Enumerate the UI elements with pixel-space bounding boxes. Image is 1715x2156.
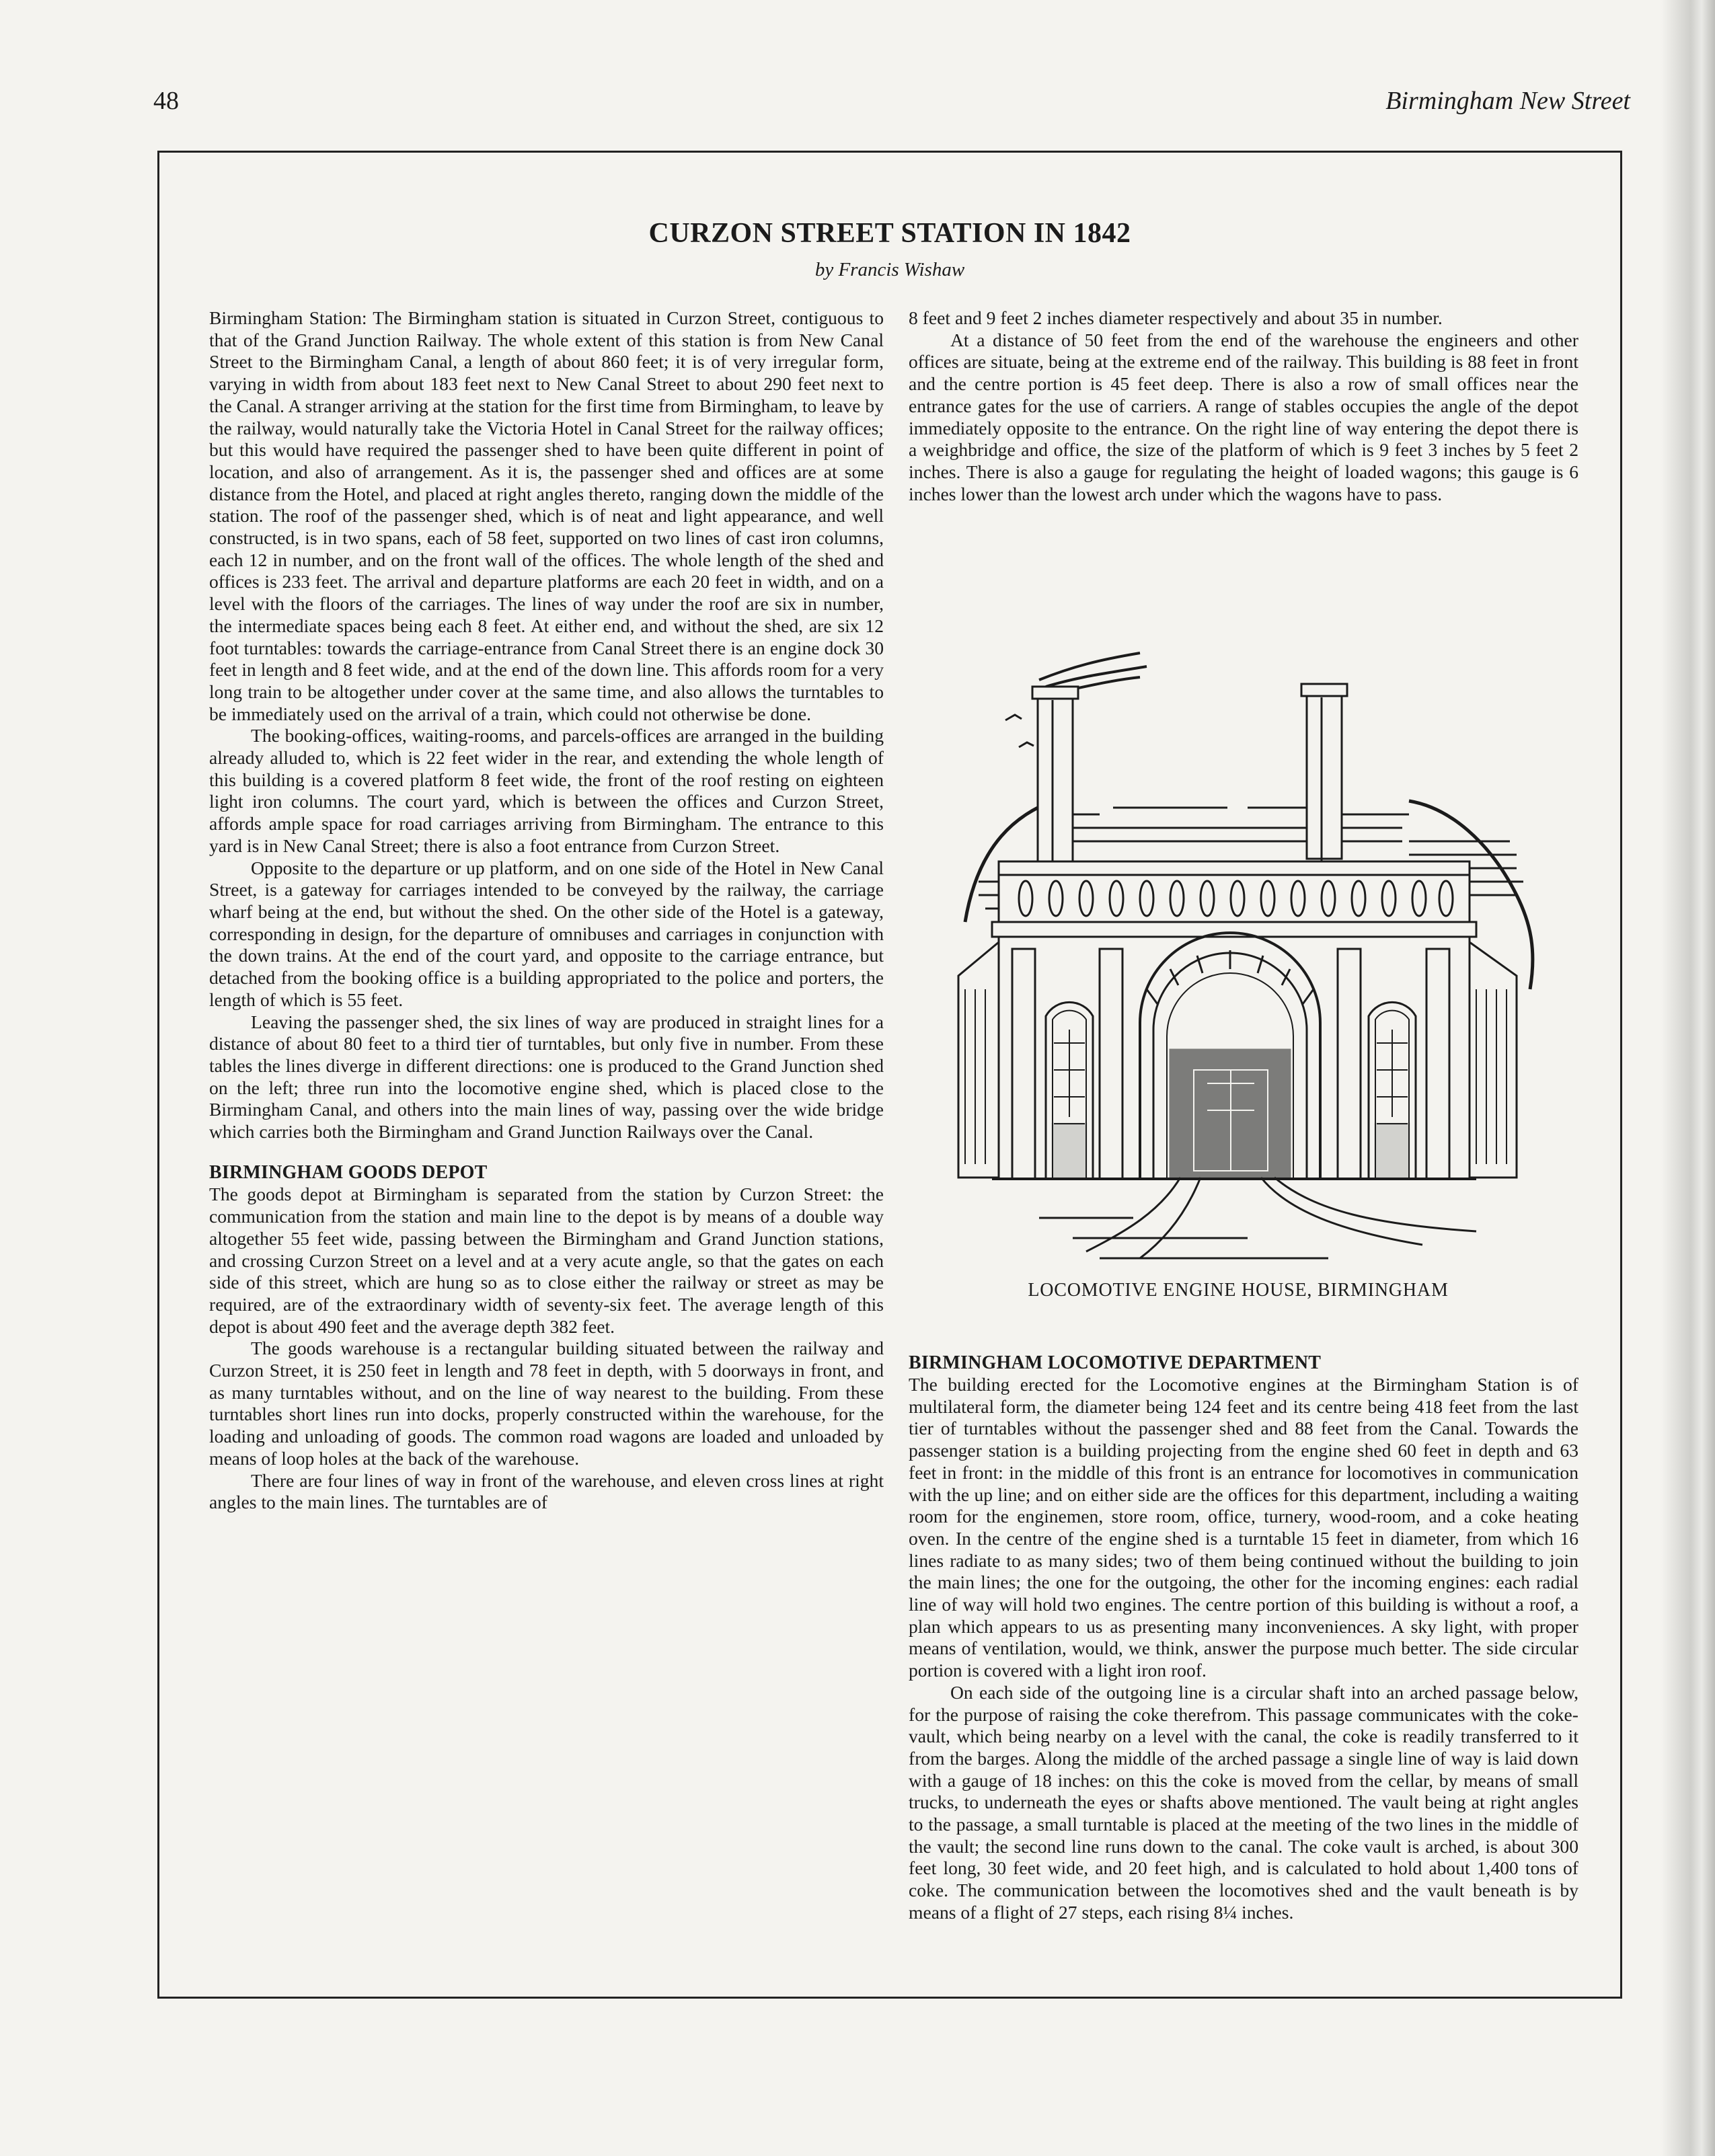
paragraph: At a distance of 50 feet from the end of the warehouse the engineers and other offices are situate, being at the extreme end of the railway. This building is 88 feet in front and the centre portion is 45 feet deep. There is also a row of small offices near the entrance gates for the use of carriers. A range of stables occupies the angle of the depot immediately opposite to the entrance. On the right line of way entering the depot there is a weighbridge and office, the size of the platform of which is 9 feet 3 inches by 5 feet 2 inches. There is also a gauge for regulating the height of loaded wagons; this gauge is 6 inches lower than the lowest arch under which the wagons have to pass. xyxy=(909,329,1578,504)
engine-house-engraving xyxy=(938,640,1557,1272)
left-column xyxy=(209,307,884,1514)
running-head: Birmingham New Street xyxy=(1385,87,1630,115)
page-edge-shadow xyxy=(1661,0,1715,2156)
paragraph: Leaving the passenger shed, the six lines of way are produced in straight lines for a distance of about 80 feet to a third tier of turntables, but only five in number. From these tables the lines diverge in different directions: one is produced to the Grand Junction shed on the left; three run into the locomotive engine shed, which is placed close to the Birmingham Canal, and others into the main lines of way, passing over the wide bridge which carries both the Birmingham and Grand Junction Railways over the Canal. xyxy=(209,1011,884,1143)
paragraph: On each side of the outgoing line is a circular shaft into an arched passage below, for the purpose of raising the coke therefrom. This passage communicates with the coke-vault, which being nearby on a level with the canal, the coke is readily transferred to it from the barges. Along the middle of the arched passage a single line of way is laid down with a gauge of 18 inches: on this the coke is moved from the cellar, by means of small trucks, to underneath the eyes or shafts above mentioned. The vault being at right angles to the passage, a small turntable is placed at the meeting of the two lines in the middle of the vault; the second line runs down to the canal. The coke vault is arched, is about 300 feet long, 30 feet wide, and 20 feet high, and is calculated to hold about 1,400 tons of coke. The communication between the locomotives shed and the vault beneath is by means of a flight of 27 steps, each rising 8¼ inches. xyxy=(909,1681,1578,1923)
paragraph: Birmingham Station: The Birmingham station is situated in Curzon Street, contiguous to that of the Grand Junction Railway. The whole extent of this station is from New Canal Street to the Birmingham Canal, a length of about 860 feet; it is of very irregular form, varying in width from about 183 feet next to New Canal Street to about 290 feet next to the Canal. A stranger arriving at the station for the first time from Birmingham, to leave by the railway, would naturally take the Victoria Hotel in Canal Street for the railway offices; but this would have required the passenger shed to have been quite different in point of location, and also of arrangement. As it is, the passenger shed and offices are at some distance from the Hotel, and placed at right angles thereto, ranging down the middle of the station. The roof of the passenger shed, which is of neat and light appearance, and well constructed, is in two spans, each of 58 feet, supported on two lines of cast iron columns, each 12 in number, and on the front wall of the offices. The whole length of the shed and offices is 233 feet. The arrival and departure platforms are each 20 feet in width, and on a level with the floors of the carriages. The lines of way under the roof are six in number, the intermediate spaces being each 8 feet. At either end, and without the shed, are six 12 foot turntables: towards the carriage-entrance from Canal Street there is an engine dock 30 feet in length and 8 feet wide, and at the end of the down line. This affords room for a very long train to be altogether under cover at the same time, and also allows the turntables to be immediately used on the arrival of a train, which could not otherwise be done. xyxy=(209,307,884,724)
paragraph: The goods depot at Birmingham is separated from the station by Curzon Street: the communication from the station and main line to the depot is by means of a double way altogether 55 feet wide, passing between the Birmingham and Grand Junction stations, and crossing Curzon Street on a level and at a very acute angle, so that the gates on each side of this street, which are hung so as to close either the railway or street as may be required, are of the extraordinary width of seventy-six feet. The average length of this depot is about 490 feet and the average depth 382 feet. xyxy=(209,1184,884,1337)
right-column-lower xyxy=(909,1374,1578,1924)
right-column-upper xyxy=(909,307,1578,505)
paragraph: The booking-offices, waiting-rooms, and parcels-offices are arranged in the building already alluded to, which is 22 feet wider in the rear, and extending the whole length of this building is a covered platform 8 feet wide, the front of the roof resting on eighteen light iron columns. The court yard, which is between the offices and Curzon Street, affords ample space for road carriages arriving from Birmingham. The entrance to this yard is in New Canal Street; there is also a foot entrance from Curzon Street. xyxy=(209,725,884,856)
article-title: CURZON STREET STATION IN 1842 xyxy=(648,218,1131,249)
engine-house-illustration xyxy=(938,640,1557,1272)
article-frame xyxy=(157,151,1622,1999)
locomotive-department-heading: BIRMINGHAM LOCOMOTIVE DEPARTMENT xyxy=(909,1352,1322,1373)
figure-caption: LOCOMOTIVE ENGINE HOUSE, BIRMINGHAM xyxy=(1028,1280,1449,1301)
paragraph: Opposite to the departure or up platform, and on one side of the Hotel in New Canal Street, is a gateway for carriages intended to be conveyed by the railway, the carriage wharf being at the end, but without the shed. On the other side of the Hotel is a gateway, corresponding in design, for the departure of omnibuses and carriages in conjunction with the down trains. At the end of the court yard, and opposite to the carriage entrance, but detached from the booking office is a building appropriated to the police and porters, the length of which is 55 feet. xyxy=(209,857,884,1010)
page-number: 48 xyxy=(153,87,179,115)
paragraph: There are four lines of way in front of the warehouse, and eleven cross lines at right angles to the main lines. The turntables are of xyxy=(209,1469,884,1513)
goods-depot-heading: BIRMINGHAM GOODS DEPOT xyxy=(209,1161,488,1183)
paragraph: The building erected for the Locomotive engines at the Birmingham Station is of multilateral form, the diameter being 124 feet and its centre being 418 feet from the last tier of turntables without the passenger shed and 88 feet from the Canal. Towards the passenger station is a building projecting from the engine shed 60 feet in depth and 63 feet in front: in the middle of this front is an entrance for locomotives in communication with the up line; and on either side are the offices for this department, including a waiting room for the enginemen, store room, office, turnery, wood-room, and a coke heating oven. In the centre of the engine shed is a turntable 15 feet in diameter, from which 16 lines radiate to as many sides; two of them being continued without the building to join the main lines; the one for the outgoing, the other for the incoming engines: each radial line of way will hold two engines. The centre portion of this building is without a roof, a plan which appears to us as presenting many inconveniences. A sky light, with proper means of ventilation, would, we think, answer the purpose much better. The side circular portion is covered with a light iron roof. xyxy=(909,1374,1578,1681)
paragraph: 8 feet and 9 feet 2 inches diameter respectively and about 35 in number. xyxy=(909,307,1443,328)
article-byline: by Francis Wishaw xyxy=(814,259,965,280)
paragraph: The goods warehouse is a rectangular building situated between the railway and Curzon Street, it is 250 feet in length and 78 feet in depth, with 5 doorways in front, and as many turntables without, and on the line of way nearest to the building. From these turntables short lines run into docks, properly constructed within the warehouse, for the loading and unloading of goods. The common road wagons are loaded and unloaded by means of loop holes at the back of the warehouse. xyxy=(209,1338,884,1469)
